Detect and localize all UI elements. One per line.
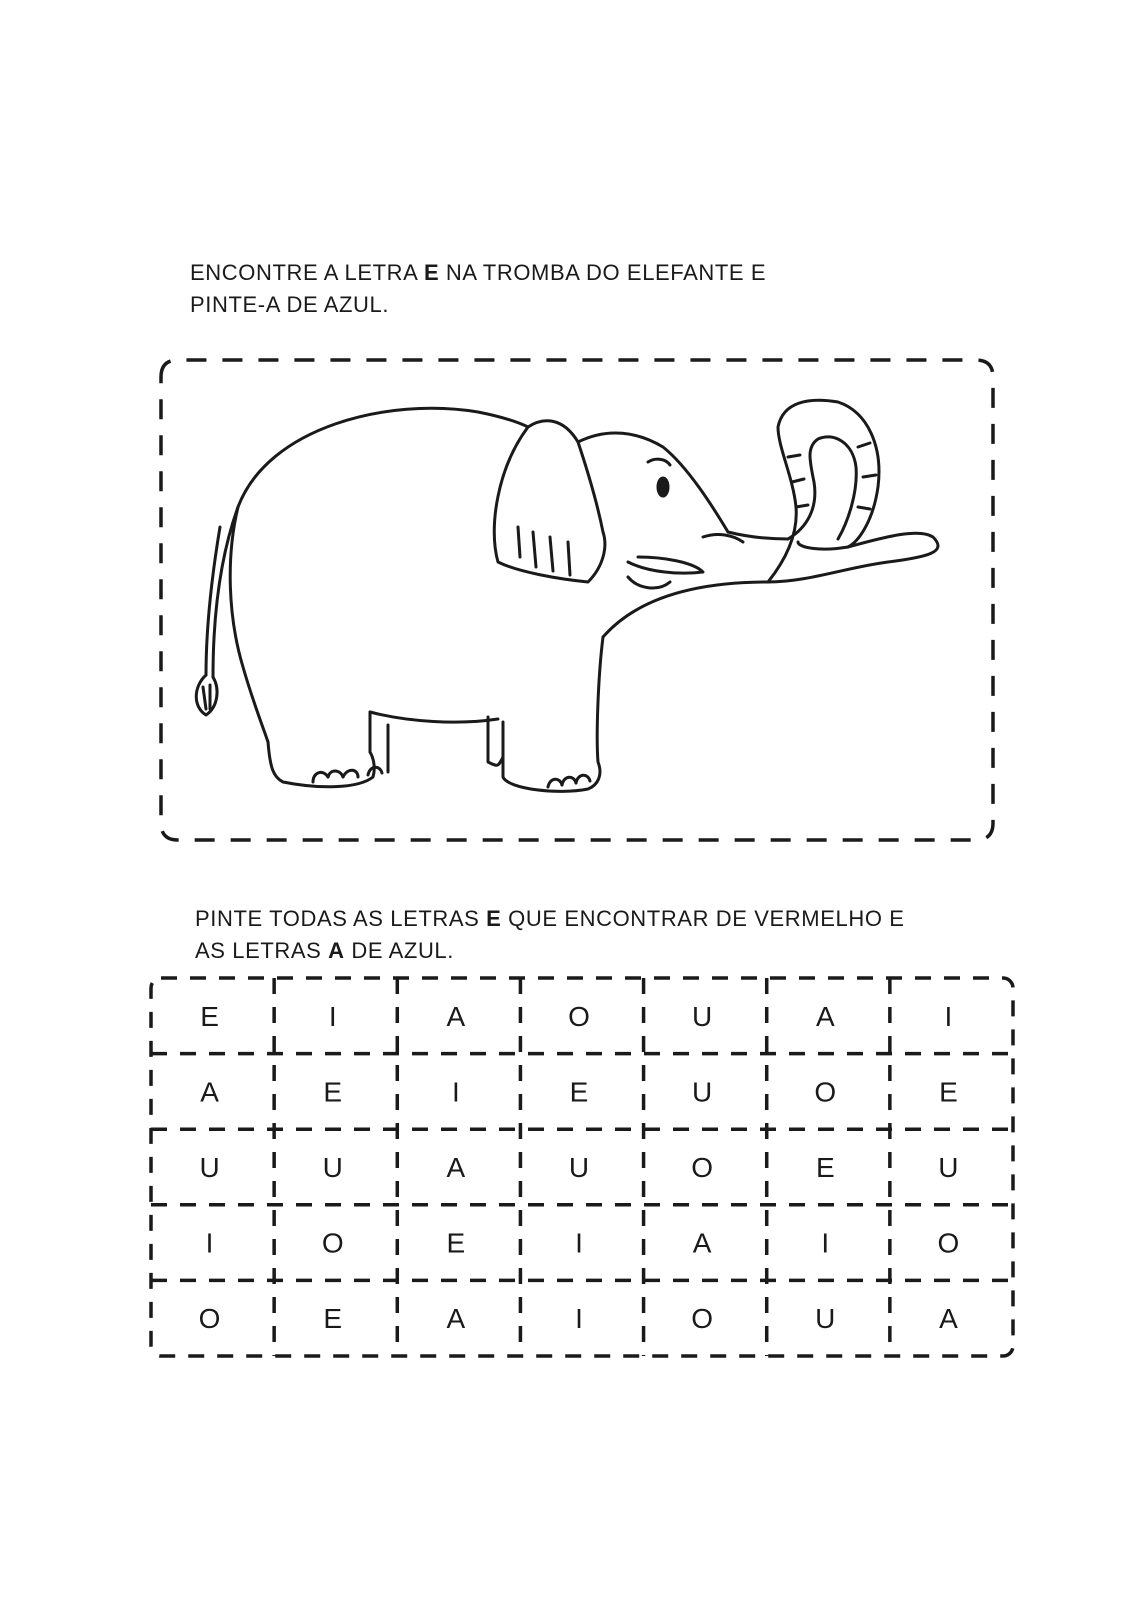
instruction-1 [190, 257, 910, 321]
instruction-1-line2: PINTE-A DE AZUL. [190, 292, 390, 317]
grid-letter-cell[interactable]: I [821, 1227, 830, 1259]
instruction-1-text: ENCONTRE A LETRA [190, 260, 424, 285]
grid-letter-cell[interactable]: U [199, 1152, 220, 1183]
grid-letter-cell[interactable]: U [815, 1303, 836, 1335]
grid-letter-cell[interactable]: I [575, 1227, 583, 1259]
grid-letter-cell[interactable]: U [938, 1152, 959, 1183]
grid-letter-cell[interactable]: A [692, 1227, 712, 1259]
grid-letter-cell[interactable]: E [323, 1303, 343, 1335]
grid-letter-cell[interactable]: O [198, 1303, 221, 1335]
instruction-2-bold-letter-a: A [328, 938, 345, 963]
grid-letter-cell[interactable]: U [568, 1152, 590, 1183]
grid-letter-cell[interactable]: O [321, 1227, 344, 1259]
grid-letter-cell[interactable]: A [200, 1076, 219, 1108]
instruction-1-bold-letter: E [423, 260, 440, 285]
grid-letter-cell[interactable]: O [937, 1227, 960, 1259]
grid-letter-cell[interactable]: I [328, 1000, 337, 1032]
grid-letter-cell[interactable]: A [939, 1303, 958, 1335]
instruction-2-bold-letter-e: E [486, 906, 502, 931]
grid-letter-cell[interactable]: A [815, 1000, 835, 1032]
elephant-picture-frame [158, 357, 996, 853]
grid-letter-cell[interactable]: I [944, 1000, 953, 1032]
grid-letter-cell[interactable]: E [569, 1076, 589, 1108]
grid-letter-cell[interactable]: I [575, 1303, 583, 1335]
dashed-border [161, 360, 993, 840]
grid-letter-cell[interactable]: O [814, 1076, 837, 1108]
instruction-2-line2-start: AS LETRAS [195, 938, 329, 963]
grid-letter-cell[interactable]: E [323, 1076, 343, 1108]
elephant-illustration [196, 400, 938, 791]
grid-letter-cell[interactable]: A [446, 1152, 466, 1183]
grid-letter-cell[interactable]: I [205, 1227, 214, 1259]
instruction-1-text-end: NA TROMBA DO ELEFANTE E [439, 260, 767, 285]
grid-letter-cell[interactable]: A [446, 1000, 466, 1032]
grid-letter-cell[interactable]: O [691, 1303, 714, 1335]
grid-letter-cell[interactable]: E [200, 1000, 219, 1032]
instruction-2-line2-end: DE AZUL. [344, 938, 454, 963]
grid-letter-cell[interactable]: O [691, 1152, 714, 1183]
grid-letter-cell[interactable]: E [815, 1152, 835, 1183]
letter-grid [148, 975, 1016, 1359]
instruction-2-text: PINTE TODAS AS LETRAS [195, 906, 487, 931]
grid-letter-cell[interactable]: A [446, 1303, 466, 1335]
grid-letter-cell[interactable]: E [939, 1076, 958, 1108]
grid-letter-cell[interactable]: O [568, 1000, 590, 1032]
grid-letter-cell[interactable]: U [692, 1000, 713, 1032]
grid-letter-cell[interactable]: E [446, 1227, 466, 1259]
grid-cells [199, 1001, 960, 1334]
grid-letter-cell[interactable]: I [451, 1076, 460, 1108]
instruction-2-text-end: QUE ENCONTRAR DE VERMELHO E [501, 906, 905, 931]
grid-letter-cell[interactable]: U [322, 1152, 343, 1183]
grid-letter-cell[interactable]: U [692, 1076, 713, 1108]
instruction-2 [195, 903, 1015, 967]
